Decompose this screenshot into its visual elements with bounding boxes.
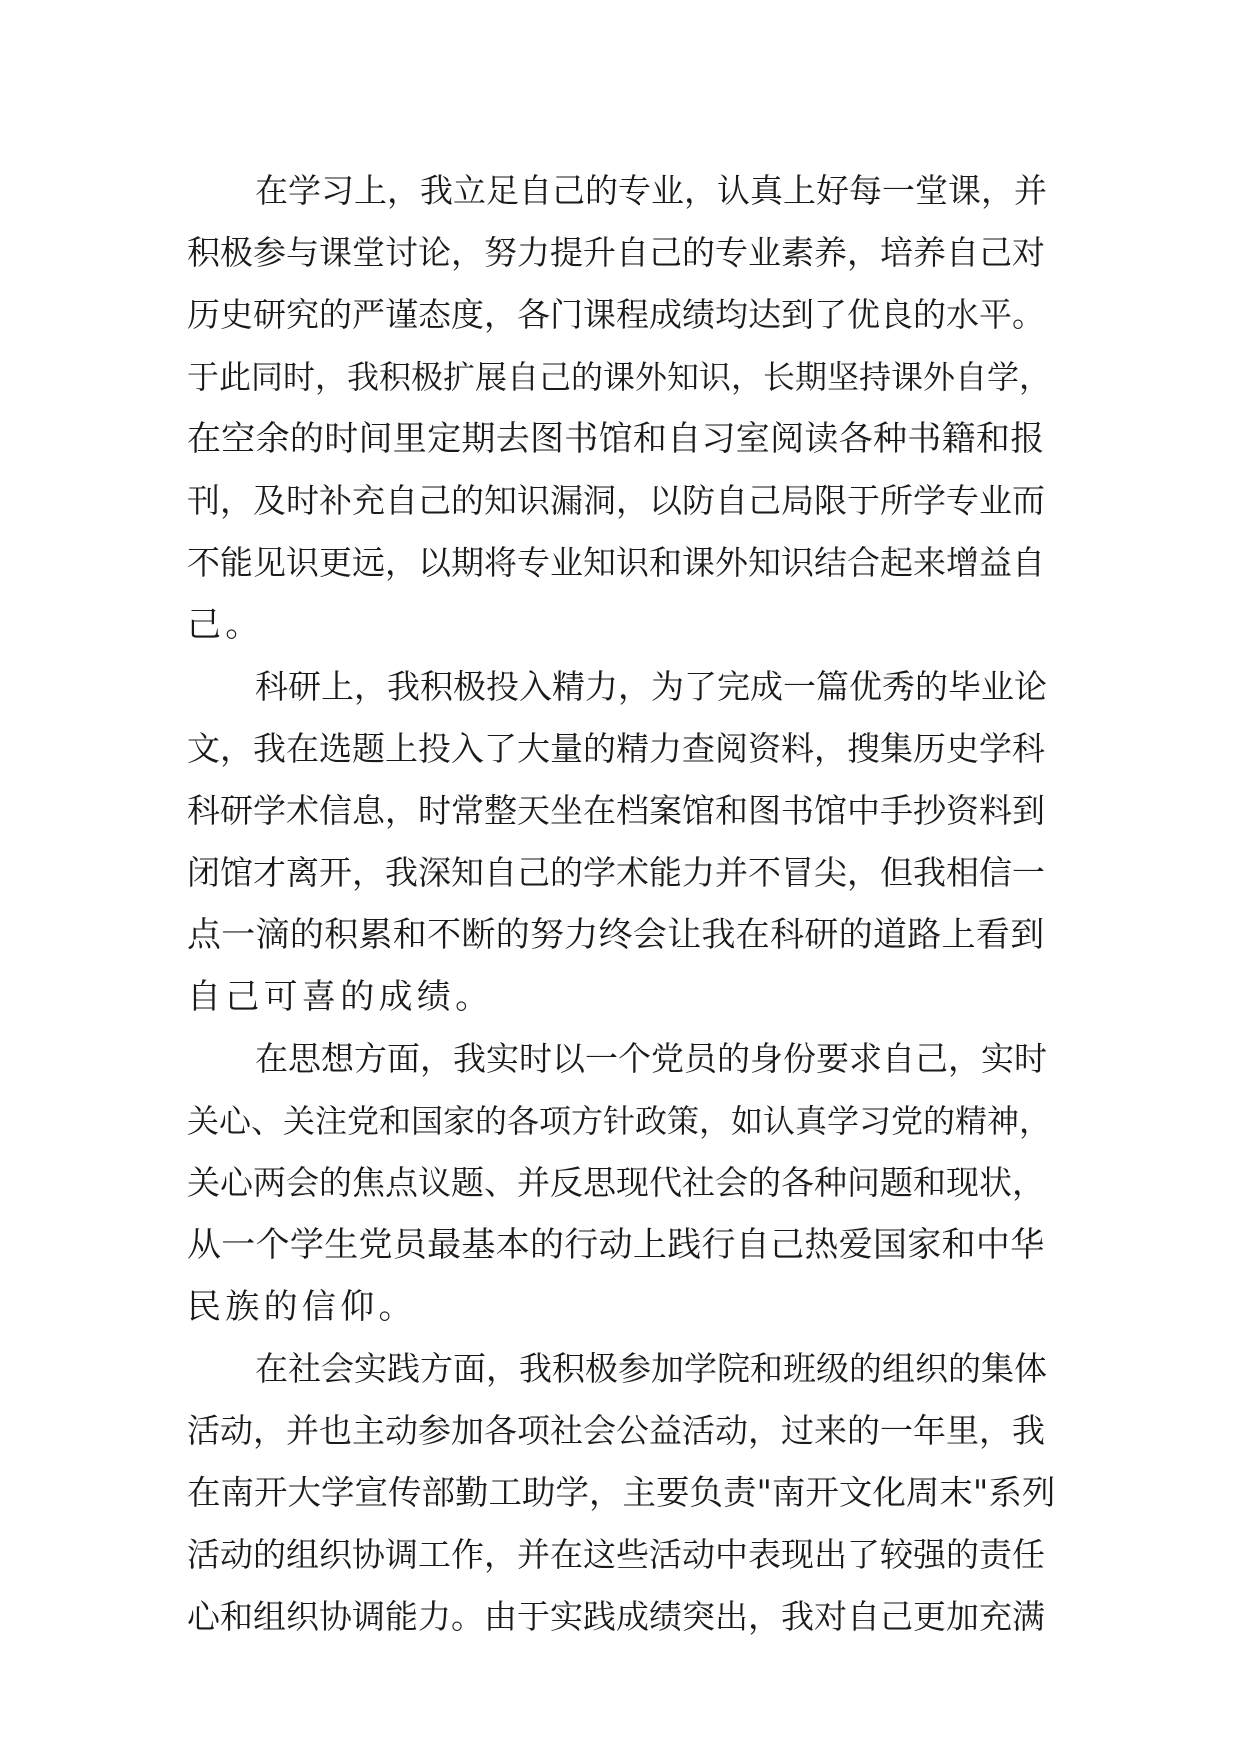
document-body	[187, 160, 1055, 1648]
text-line: 在南开大学宣传部勤工助学，主要负责"南开文化周末"系列	[187, 1473, 1056, 1512]
text-line: 活动，并也主动参加各项社会公益活动，过来的一年里，我	[187, 1411, 1045, 1450]
text-line: 在空余的时间里定期去图书馆和自习室阅读各种书籍和报	[187, 419, 1045, 459]
text-line: 刊，及时补充自己的知识漏洞，以防自己局限于所学专业而	[187, 481, 1045, 520]
text-line: 科研上，我积极投入精力，为了完成一篇优秀的毕业论	[255, 667, 1047, 706]
text-line: 于此同时，我积极扩展自己的课外知识，长期坚持课外自学，	[187, 358, 1052, 396]
text-line: 科研学术信息，时常整天坐在档案馆和图书馆中手抄资料到	[187, 791, 1045, 830]
text-line: 关心、关注党和国家的各项方针政策，如认真学习党的精神，	[187, 1102, 1052, 1140]
text-line: 关心两会的焦点议题、并反思现代社会的各种问题和现状，	[187, 1163, 1045, 1202]
text-line: 从一个学生党员最基本的行动上践行自己热爱国家和中华	[187, 1225, 1045, 1265]
text-line: 活动的组织协调工作，并在这些活动中表现出了较强的责任	[187, 1535, 1045, 1574]
text-line: 不能见识更远，以期将专业知识和课外知识结合起来增益自	[187, 543, 1045, 582]
text-line: 积极参与课堂讨论，努力提升自己的专业素养，培养自己对	[187, 233, 1045, 272]
text-line: 在社会实践方面，我积极参加学院和班级的组织的集体	[255, 1349, 1047, 1388]
text-line: 在学习上，我立足自己的专业，认真上好每一堂课，并	[255, 171, 1047, 210]
text-line: 点一滴的积累和不断的努力终会让我在科研的道路上看到	[187, 915, 1045, 955]
text-line: 自己可喜的成绩。	[187, 977, 494, 1017]
text-line: 心和组织协调能力。由于实践成绩突出，我对自己更加充满	[187, 1597, 1045, 1636]
text-line: 文，我在选题上投入了大量的精力查阅资料，搜集历史学科	[187, 729, 1045, 768]
text-line: 民族的信仰。	[187, 1287, 417, 1327]
text-line: 己。	[187, 605, 264, 645]
text-line: 历史研究的严谨态度，各门课程成绩均达到了优良的水平。	[187, 295, 1045, 334]
text-line: 闭馆才离开，我深知自己的学术能力并不冒尖，但我相信一	[187, 853, 1045, 892]
text-line: 在思想方面，我实时以一个党员的身份要求自己，实时	[255, 1039, 1047, 1078]
